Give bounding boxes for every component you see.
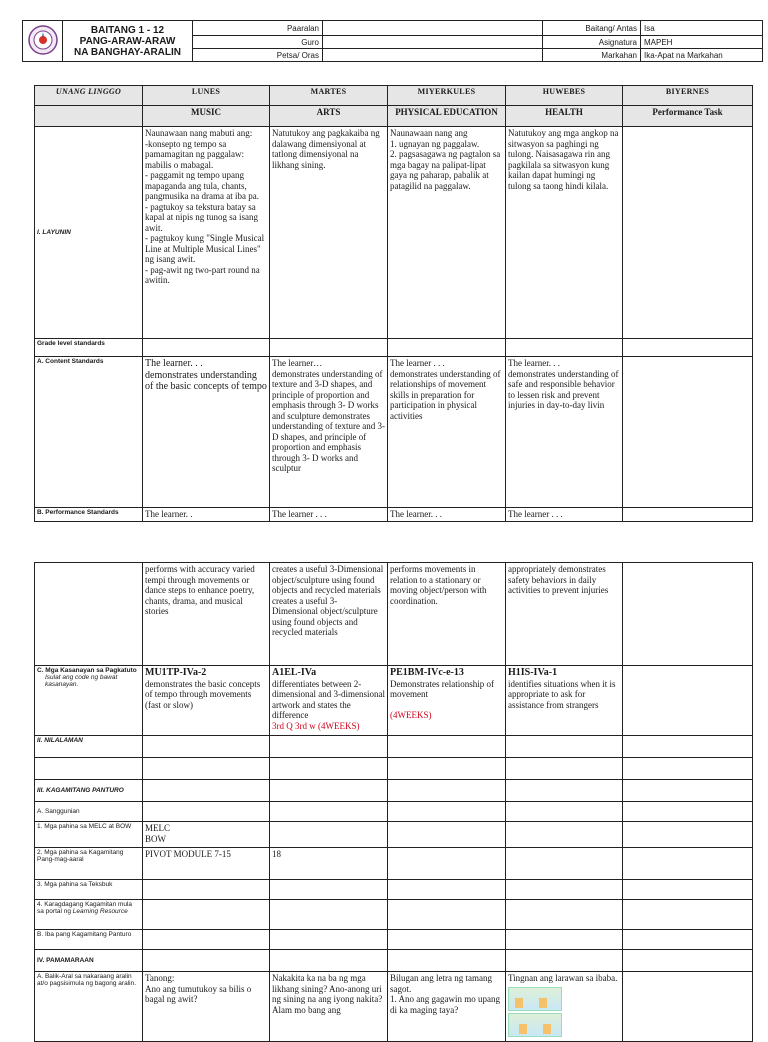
module-arts: 18 (270, 848, 388, 880)
day-wednesday: MIYERKULES (388, 86, 506, 106)
performance-health: The learner . . . (506, 508, 623, 522)
competency-code-music: MU1TP-IVa-2 (145, 667, 207, 678)
performance-standards-label: B. Performance Standards (35, 508, 143, 522)
day-friday: BIYERNES (623, 86, 753, 106)
deped-seal (23, 21, 63, 62)
competencies-title: C. Mga Kasanayan sa Pagkatuto (37, 667, 137, 674)
competency-code-pe: PE1BM-IVc-e-13 (390, 667, 464, 678)
header-table (22, 20, 763, 62)
performance-pe: The learner. . . (388, 508, 506, 522)
picture-thumbnail (508, 987, 562, 1011)
karagdagang-text: 4. Karagdagang Kagamitan mula sa portal ng (37, 901, 133, 915)
nilalaman-label: II. NILALAMAN (35, 736, 143, 758)
teacher-label: Guro (193, 36, 323, 49)
performance-arts: The learner . . . (270, 508, 388, 522)
subject-performance-task: Performance Task (623, 106, 753, 127)
quarter-label: Markahan (543, 49, 641, 62)
week-label: UNANG LINGGO (35, 86, 143, 106)
content-standards-label: A. Content Standards (35, 357, 143, 508)
teacher-value (323, 36, 543, 49)
balik-aral-health (506, 972, 623, 1042)
subject-row-label (35, 106, 143, 127)
competency-text-music: demonstrates the basic concepts of tempo through movements (fast or slow) (145, 678, 261, 710)
content-task (623, 357, 753, 508)
lesson-plan-table-2 (34, 562, 753, 1042)
competency-text-health: identifies situations when it is appropriate to ask for assistance from strangers (508, 678, 616, 710)
grade-label: Baitang/ Antas (543, 21, 641, 36)
nilalaman-music (143, 736, 270, 758)
layunin-health: Natutukoy ang mga angkop na sitwasyon sa paghingi ng tulong. Naisasagawa rin ang pagkilala sa sitwasyon kung kailan dapat humingi ng tulong sa taong hindi kilala. (506, 127, 623, 339)
plan-title: BAITANG 1 - 12 PANG-ARAW-ARAW NA BANGHAY-ARALIN (63, 21, 193, 62)
teksbuk-label: 3. Mga pahina sa Teksbuk (35, 880, 143, 900)
layunin-label: I. LAYUNIN (35, 127, 143, 339)
karagdagang-label (35, 900, 143, 930)
seal-icon (28, 25, 58, 55)
date-label: Petsa/ Oras (193, 49, 323, 62)
perf-cont-arts: creates a useful 3-Dimensional object/sculpture using found objects and recycled materials creates a useful 3- Dimensional object/sculpture using found objects and recycled materials (270, 563, 388, 666)
layunin-music: Naunawaan nang mabuti ang: -konsepto ng tempo sa pamamagitan ng paggalaw: mabilis o mabagal. - paggamit ng tempo upang mapaganda ang tula, chants, pangmusika na drama at iba pa. - pagtukoy sa tekstura batay sa kapal at nipis ng tunog sa isang awit. - pagtukoy kung "Single Musical Line at Multiple Musical Lines" ng isang awit. - pag-awit ng two-part round na awitin. (143, 127, 270, 339)
perf-cont-task (623, 563, 753, 666)
layunin-task (623, 127, 753, 339)
competency-code-arts: A1EL-IVa (272, 667, 317, 678)
competency-weeks-pe: (4WEEKS) (390, 709, 432, 720)
content-arts: The learner… demonstrates understanding of texture and 3-D shapes, and principle of proportion and emphasis through 3- D works and sculpture demonstrates understanding of texture and 3-D shapes, and principle of proportion and emphasis through 3- D works and sculptur (270, 357, 388, 508)
pamamaraan-label: IV. PAMAMARAAN (35, 950, 143, 972)
subject-music: MUSIC (143, 106, 270, 127)
spacer-row (35, 758, 143, 780)
competency-arts (270, 666, 388, 736)
nilalaman-arts (270, 736, 388, 758)
balik-aral-task (623, 972, 753, 1042)
competency-task (623, 666, 753, 736)
subject-pe: PHYSICAL EDUCATION (388, 106, 506, 127)
kagamitan-pahina-label: 2. Mga pahina sa Kagamitang Pang-mag-aaral (35, 848, 143, 880)
sanggunian-label: A. Sanggunian (35, 802, 143, 822)
lesson-plan-table-1 (34, 85, 753, 522)
perf-cont-music: performs with accuracy varied tempi through movements or dance steps to enhance poetry, chants, drama, and musical stories (143, 563, 270, 666)
day-tuesday: MARTES (270, 86, 388, 106)
content-music: The learner. . . demonstrates understanding of the basic concepts of tempo (143, 357, 270, 508)
grade-standards-music (143, 339, 270, 357)
performance-music: The learner. . (143, 508, 270, 522)
competency-music (143, 666, 270, 736)
grade-standards-task (623, 339, 753, 357)
karagdagang-italic: Learning Resource (72, 908, 128, 915)
performance-task (623, 508, 753, 522)
school-label: Paaralan (193, 21, 323, 36)
balik-aral-health-text: Tingnan ang larawan sa ibaba. (508, 973, 618, 983)
competency-text-pe: Demonstrates relationship of movement (390, 678, 494, 699)
day-thursday: HUWEBES (506, 86, 623, 106)
grade-value: Isa (641, 21, 763, 36)
grade-standards-arts (270, 339, 388, 357)
competency-text-arts: differentiates between 2-dimensional and 3-dimensional artwork and states the difference (272, 678, 385, 720)
perf-cont-label (35, 563, 143, 666)
competency-health (506, 666, 623, 736)
perf-cont-pe: performs movements in relation to a stationary or moving object/person with coordination. (388, 563, 506, 666)
nilalaman-task (623, 736, 753, 758)
picture-thumbnail (508, 1013, 562, 1037)
kagamitan-label: III. KAGAMITANG PANTURO (35, 780, 143, 802)
competency-pe (388, 666, 506, 736)
layunin-pe: Naunawaan nang ang 1. ugnayan ng paggalaw. 2. pagsasagawa ng pagtalon sa mga bagay na palipat-lipat gaya ng paharap, pabalik at patagilid na paggalaw. (388, 127, 506, 339)
balik-aral-arts: Nakakita ka na ba ng mga likhang sining? Ano-anong uri ng sining na ang iyong nakita? Alam mo bang ang (270, 972, 388, 1042)
nilalaman-health (506, 736, 623, 758)
grade-standards-pe (388, 339, 506, 357)
melc-label: 1. Mga pahina sa MELC at BOW (35, 822, 143, 848)
subject-arts: ARTS (270, 106, 388, 127)
competencies-label (35, 666, 143, 736)
grade-standards-label: Grade level standards (35, 339, 143, 357)
perf-cont-health: appropriately demonstrates safety behaviors in daily activities to prevent injuries (506, 563, 623, 666)
module-music: PIVOT MODULE 7-15 (143, 848, 270, 880)
content-pe: The learner . . . demonstrates understanding of relationships of movement skills in preparation for participation in physical activities (388, 357, 506, 508)
nilalaman-pe (388, 736, 506, 758)
school-value (323, 21, 543, 36)
balik-aral-label: A. Balik-Aral sa nakaraang aralin at/o pagsisimula ng bagong aralin. (35, 972, 143, 1042)
day-monday: LUNES (143, 86, 270, 106)
health-pictures (508, 987, 620, 1040)
grade-standards-health (506, 339, 623, 357)
balik-aral-pe: Bilugan ang letra ng tamang sagot. 1. Ano ang gagawin mo upang di ka maging taya? (388, 972, 506, 1042)
date-value (323, 49, 543, 62)
competency-code-health: H1IS-IVa-1 (508, 667, 558, 678)
subject-label: Asignatura (543, 36, 641, 49)
balik-aral-music: Tanong: Ano ang tumutukoy sa bilis o bagal ng awit? (143, 972, 270, 1042)
melc-music: MELC BOW (143, 822, 270, 848)
iba-pa-label: B. Iba pang Kagamitang Panturo (35, 930, 143, 950)
subject-health: HEALTH (506, 106, 623, 127)
subject-value: MAPEH (641, 36, 763, 49)
layunin-arts: Natutukoy ang pagkakaiba ng dalawang dimensiyonal at tatlong dimensiyonal na likhang sining. (270, 127, 388, 339)
content-health: The learner. . . demonstrates understanding of safe and responsible behavior to lessen risk and prevent injuries in day-to-day livin (506, 357, 623, 508)
competency-weeks-arts: 3rd Q 3rd w (4WEEKS) (272, 720, 360, 731)
quarter-value: Ika-Apat na Markahan (641, 49, 763, 62)
competencies-note: Isulat ang code ng bawat kasanayan. (45, 674, 118, 688)
